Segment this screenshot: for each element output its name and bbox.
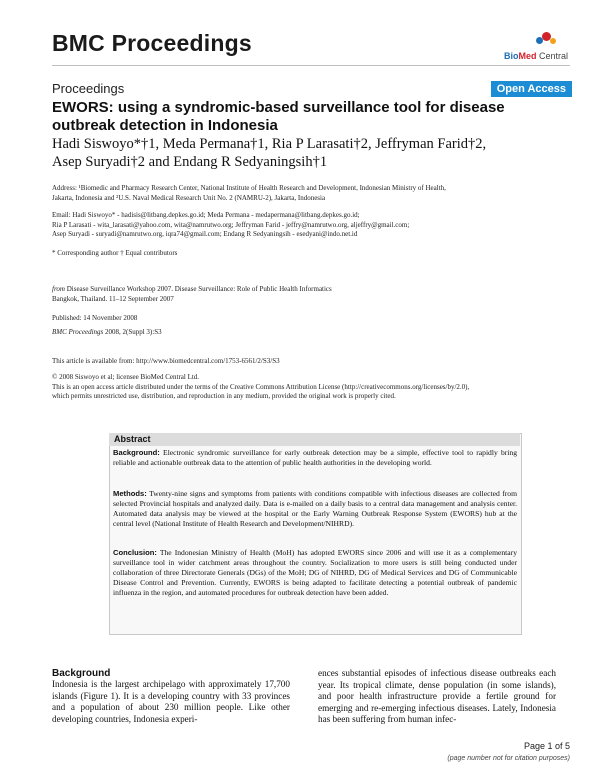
article-type: Proceedings xyxy=(52,81,125,96)
author-symbols-legend: * Corresponding author † Equal contributors xyxy=(52,249,178,257)
journal-title: BMC Proceedings xyxy=(52,30,252,56)
author-address: Address: ¹Biomedic and Pharmacy Research Center, National Institute of Health Research and Development, Indonesian Ministry of Health, Jakarta, Indonesia and ²U.S. Naval Medical Research Unit No. 2 (NAMRU-2), Jakarta, Indonesia xyxy=(52,184,446,202)
citation: BMC Proceedings 2008, 2(Suppl 3):S3 xyxy=(52,328,162,336)
author-emails: Email: Hadi Siswoyo* - hadisis@litbang.depkes.go.id; Meda Permana - medapermana@litbang.depkes.go.id; Ria P Larasati - wita_larasati@yahoo.com, wita@namrutwo.org; Jeffryman Farid - jeffry@namrutwo.org, aljeffry@gmail.com; Asep Suryadi - suryadi@namrutwo.org, iqra74@gmail.com; Endang R Sedyaningsih - esedyani@indo.net.id xyxy=(52,211,410,239)
body-column-right: ences substantial episodes of infectious disease outbreaks each year. Its tropical climate, dense population (in some islands), and poor health infrastructure provide a fertile ground for emerging and re-emerging infectious diseases. Lately, Indonesia has been suffering from human infec- xyxy=(318,668,556,725)
copyright-notice: © 2008 Siswoyo et al; licensee BioMed Central Ltd. This is an open access article distributed under the terms of the Creative Commons Attribution License (http://creativecommons.org/licenses/by/2.0), which permits unrestricted use, distribution, and reproduction in any medium, provided the original work is properly cited. xyxy=(52,373,470,401)
abstract-header-bar xyxy=(109,433,520,446)
abstract-heading: Abstract xyxy=(114,434,151,444)
open-access-badge: Open Access xyxy=(491,81,572,97)
biomed-central-logo xyxy=(504,32,568,61)
page-number-note: (page number not for citation purposes) xyxy=(447,755,570,762)
availability-link[interactable]: This article is available from: http://www.biomedcentral.com/1753-6561/2/S3/S3 xyxy=(52,357,280,365)
header-divider xyxy=(52,65,570,66)
abstract-conclusion: Conclusion: The Indonesian Ministry of Health (MoH) has adopted EWORS since 2006 and will use it as a complementary surveillance tool in wider catchment areas throughout the country. Socialization to more users is still being conducted under collaboration of three Directorate Generals (DGs) of the MoH; DG of NIHRD, DG of Medical Services and DG of Communicable Disease Control and Prevention. Currently, EWORS is being adapted to facilitate detecting a potential outbreak of pandemic influenza in the region, and automated procedures for outbreak detection have been added. xyxy=(113,548,517,597)
authors-line-2: Asep Suryadi†2 and Endang R Sedyaningsih†1 xyxy=(52,154,328,170)
abstract-methods: Methods: Twenty-nine signs and symptoms from patients with conditions compatible with infectious diseases are collected from selected Provincial hospitals and analyzed daily. Data is e-mailed on a daily basis to a central data management and analysis center. Automated data analysis may be viewed at the hospital or the Early Warning Outbreak Response System (EWORS) hub at the central level (National Institute of Health Research and Development/NIHRD). xyxy=(113,489,517,528)
conference-source: from Disease Surveillance Workshop 2007. Disease Surveillance: Role of Public Health Informatics Bangkok, Thailand. 11–12 September 2007 xyxy=(52,285,332,303)
body-column-left: Indonesia is the largest archipelago with approximately 17,700 islands (Figure 1). It is a developing country with 33 provinces and a population of about 230 million people. Like other developing countries, Indonesia experi- xyxy=(52,679,290,724)
abstract-background: Background: Electronic syndromic surveillance for early outbreak detection may be a simple, effective tool to rapidly bring reliable and actionable outbreak data to the attention of public health authorities in the developing world. xyxy=(113,448,517,467)
article-title: EWORS: using a syndromic-based surveillance tool for disease outbreak detection in Indonesia xyxy=(52,99,505,134)
author-list xyxy=(52,135,552,171)
section-heading-background: Background xyxy=(52,668,111,679)
authors-line-1: Hadi Siswoyo*†1, Meda Permana†1, Ria P Larasati†2, Jeffryman Farid†2, xyxy=(52,136,487,152)
biomed-logo-icon xyxy=(536,32,558,46)
page-number: Page 1 of 5 xyxy=(523,741,570,751)
publisher-name: BioMed Central xyxy=(503,51,568,61)
published-date: Published: 14 November 2008 xyxy=(52,314,138,322)
